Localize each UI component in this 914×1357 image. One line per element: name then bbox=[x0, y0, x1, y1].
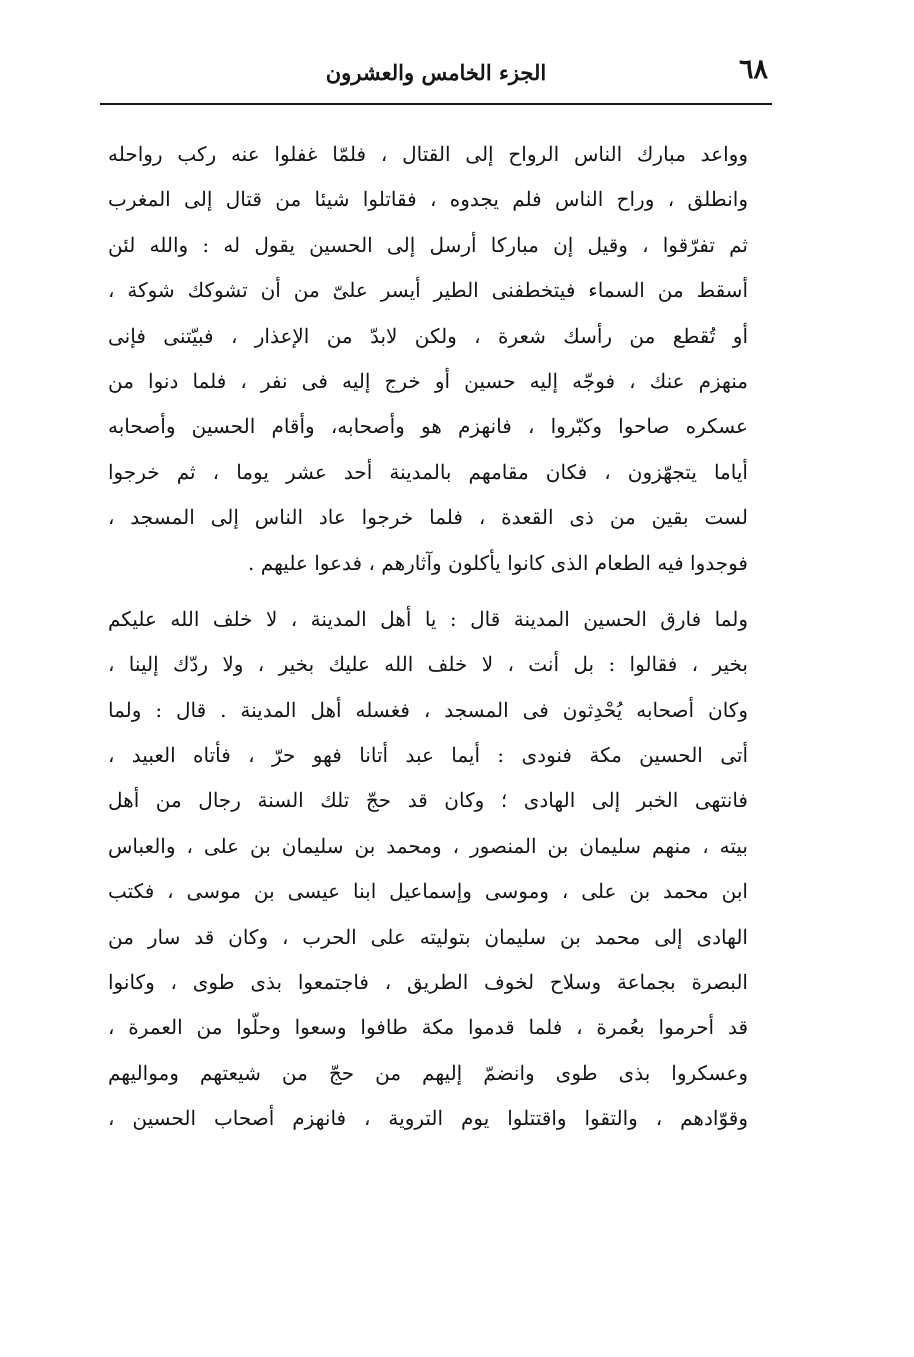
text-line: أو تُقطع من رأسك شعرة ، ولكن لابدّ من الإعذار ، فبيّتنى فإنى bbox=[108, 323, 748, 348]
text-line: الهادى إلى محمد بن سليمان بتوليته على الحرب ، وكان قد سار من bbox=[108, 924, 748, 949]
text-line: وانطلق ، وراح الناس فلم يجدوه ، فقاتلوا شيئا من قتال إلى المغرب bbox=[108, 187, 748, 212]
text-line: ولما فارق الحسين المدينة قال : يا أهل المدينة ، لا خلف الله عليكم bbox=[108, 606, 748, 631]
text-line: فانتهى الخبر إلى الهادى ؛ وكان قد حجّ تلك السنة رجال من أهل bbox=[108, 788, 748, 813]
text-line: بخير ، فقالوا : بل أنت ، لا خلف الله عليك بخير ، ولا ردّك إلينا ، bbox=[108, 652, 748, 677]
text-line: قد أحرموا بعُمرة ، فلما قدموا مكة طافوا وسعوا وحلّوا من العمرة ، bbox=[108, 1015, 748, 1040]
text-line: وواعد مبارك الناس الرواح إلى القتال ، فلمّا غفلوا عنه ركب رواحله bbox=[108, 142, 748, 166]
text-line: أتى الحسين مكة فنودى : أيما عبد أتانا فهو حرّ ، فأتاه العبيد ، bbox=[108, 743, 748, 768]
header-rule bbox=[100, 103, 772, 105]
text-line: البصرة بجماعة وسلاح لخوف الطريق ، فاجتمعوا بذى طوى ، وكانوا bbox=[108, 970, 748, 995]
text-line: ثم تفرّقوا ، وقيل إن مباركا أرسل إلى الحسين يقول له : والله لئن bbox=[108, 232, 748, 257]
text-line: ابن محمد بن على ، وموسى وإسماعيل ابنا عيسى بن موسى ، فكتب bbox=[108, 879, 748, 904]
text-line: وقوّادهم ، والتقوا واقتتلوا يوم التروية ، فانهزم أصحاب الحسين ، bbox=[108, 1106, 748, 1131]
running-title: الجزء الخامس والعشرون bbox=[325, 60, 547, 85]
paragraph-2 bbox=[108, 597, 748, 1142]
page-number: ٦٨ bbox=[738, 54, 768, 85]
text-line: لست بقين من ذى القعدة ، فلما خرجوا عاد الناس إلى المسجد ، bbox=[108, 505, 748, 530]
text-line: وعسكروا بذى طوى وانضمّ إليهم من حجّ من شيعتهم ومواليهم bbox=[108, 1060, 748, 1085]
page-header bbox=[100, 50, 772, 102]
text-line: بيته ، منهم سليمان بن المنصور ، ومحمد بن سليمان بن على ، والعباس bbox=[108, 833, 748, 858]
text-line: منهزم عنك ، فوجّه إليه حسين أو خرج إليه فى نفر ، فلما دنوا من bbox=[108, 368, 748, 393]
paragraph-1 bbox=[108, 132, 748, 586]
body-text bbox=[108, 132, 748, 1142]
text-line: وكان أصحابه يُحْدِثون فى المسجد ، فغسله أهل المدينة . قال : ولما bbox=[108, 697, 748, 722]
text-line: عسكره صاحوا وكبّروا ، فانهزم هو وأصحابه، وأقام الحسين وأصحابه bbox=[108, 414, 748, 439]
text-line: أسقط من السماء فيتخطفنى الطير أيسر علىّ من أن تشوكك شوكة ، bbox=[108, 278, 748, 303]
text-line: أياما يتجهّزون ، فكان مقامهم بالمدينة أحد عشر يوما ، ثم خرجوا bbox=[108, 459, 748, 484]
text-line: فوجدوا فيه الطعام الذى كانوا يأكلون وآثارهم ، فدعوا عليهم . bbox=[248, 550, 748, 575]
